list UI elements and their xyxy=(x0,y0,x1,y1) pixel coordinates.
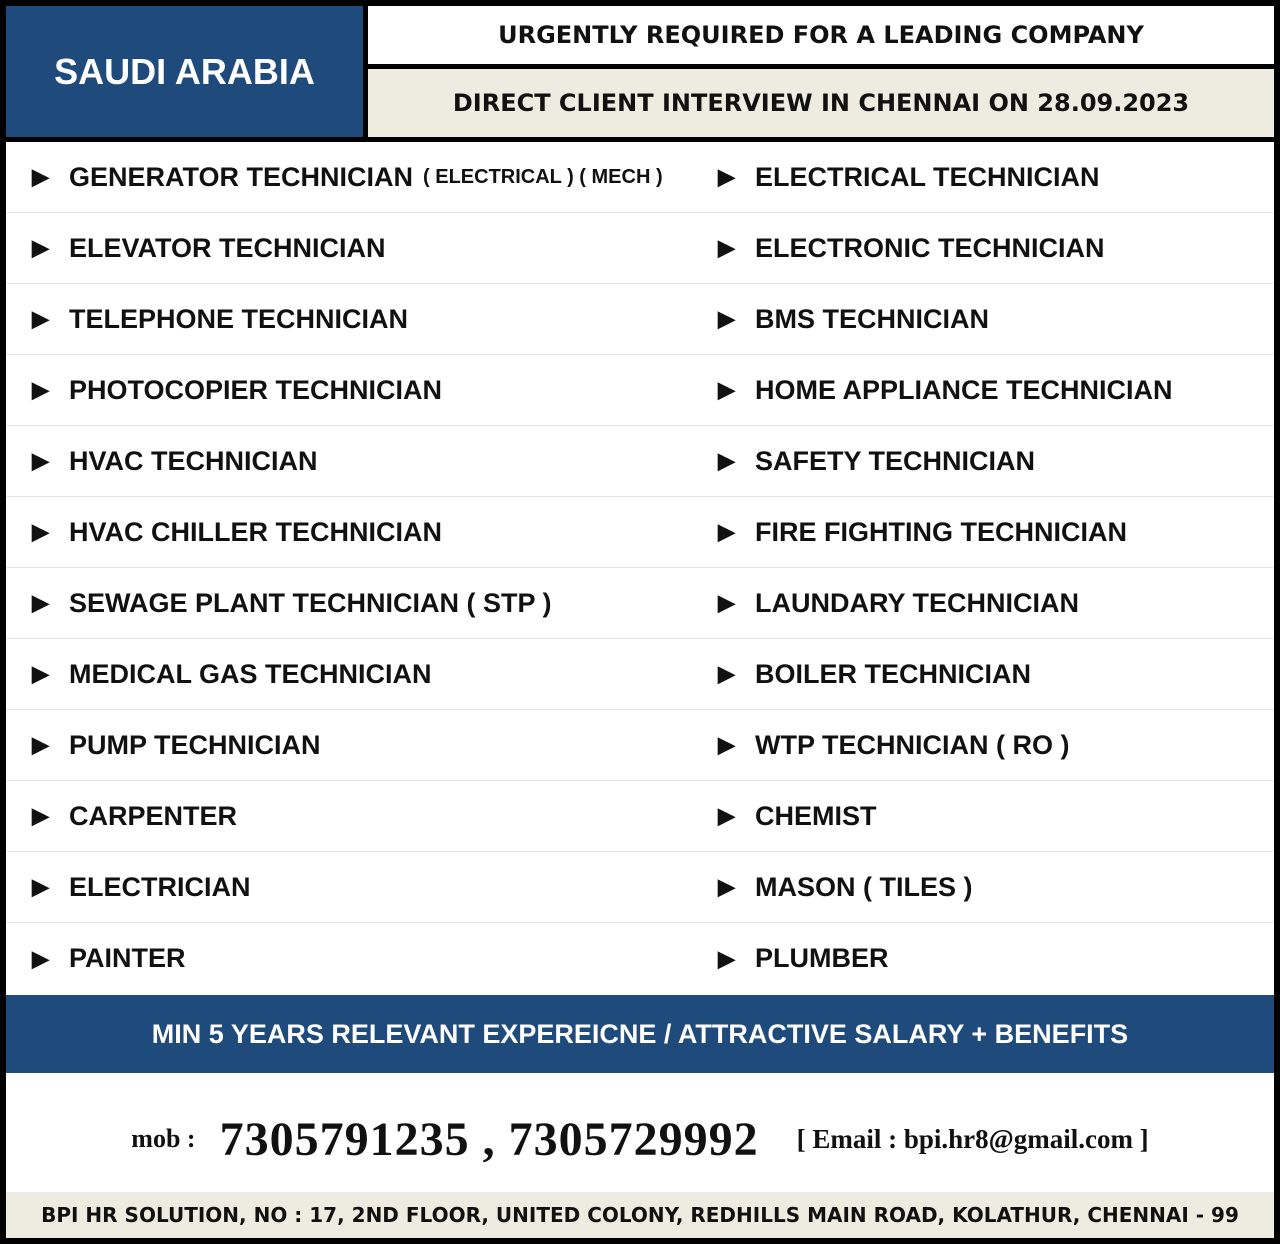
job-title: HOME APPLIANCE TECHNICIAN xyxy=(755,374,1173,405)
bullet-arrow-icon: ▶ xyxy=(32,590,49,615)
job-item-left-10 xyxy=(6,781,706,852)
email-address: [ Email : bpi.hr8@gmail.com ] xyxy=(796,1123,1149,1154)
job-title: ELEVATOR TECHNICIAN xyxy=(69,232,386,263)
bullet-arrow-icon: ▶ xyxy=(718,164,735,189)
job-item-right-2 xyxy=(706,213,1274,284)
job-item-right-8 xyxy=(706,639,1274,710)
job-title: SAFETY TECHNICIAN xyxy=(755,445,1036,476)
bullet-arrow-icon: ▶ xyxy=(718,590,735,615)
job-title: CHEMIST xyxy=(755,800,877,831)
job-title: TELEPHONE TECHNICIAN xyxy=(69,303,409,334)
country-title: SAUDI ARABIA xyxy=(6,6,363,137)
job-title: LAUNDARY TECHNICIAN xyxy=(755,587,1079,618)
job-item-right-5 xyxy=(706,426,1274,497)
job-item-right-6 xyxy=(706,497,1274,568)
bullet-arrow-icon: ▶ xyxy=(718,661,735,686)
job-item-right-12 xyxy=(706,923,1274,994)
requirements-banner: MIN 5 YEARS RELEVANT EXPEREICNE / ATTRACTIVE SALARY + BENEFITS xyxy=(6,995,1274,1073)
job-title: GENERATOR TECHNICIAN xyxy=(69,161,414,192)
bullet-arrow-icon: ▶ xyxy=(32,235,49,260)
job-item-right-7 xyxy=(706,568,1274,639)
job-title: PHOTOCOPIER TECHNICIAN xyxy=(69,374,443,405)
job-item-left-1 xyxy=(6,142,706,213)
bullet-arrow-icon: ▶ xyxy=(718,945,735,971)
job-title: FIRE FIGHTING TECHNICIAN xyxy=(755,516,1127,547)
bullet-arrow-icon: ▶ xyxy=(32,803,49,828)
bullet-arrow-icon: ▶ xyxy=(718,803,735,828)
bullet-arrow-icon: ▶ xyxy=(718,519,735,544)
job-item-right-10 xyxy=(706,781,1274,852)
job-item-left-12 xyxy=(6,923,706,994)
job-item-right-3 xyxy=(706,284,1274,355)
bullet-arrow-icon: ▶ xyxy=(718,235,735,260)
job-item-left-4 xyxy=(6,355,706,426)
job-item-right-9 xyxy=(706,710,1274,781)
job-item-left-5 xyxy=(6,426,706,497)
job-title: CARPENTER xyxy=(69,800,238,831)
job-title: WTP TECHNICIAN ( RO ) xyxy=(755,729,1070,760)
job-title: HVAC CHILLER TECHNICIAN xyxy=(69,516,442,547)
job-list xyxy=(6,142,1274,995)
job-title: PAINTER xyxy=(69,943,186,973)
job-title: PLUMBER xyxy=(755,943,889,973)
bullet-arrow-icon: ▶ xyxy=(718,306,735,331)
job-item-left-2 xyxy=(6,213,706,284)
job-title: MASON ( TILES ) xyxy=(755,871,973,902)
job-item-left-9 xyxy=(6,710,706,781)
urgent-heading: URGENTLY REQUIRED FOR A LEADING COMPANY xyxy=(368,6,1274,69)
bullet-arrow-icon: ▶ xyxy=(32,661,49,686)
job-item-left-7 xyxy=(6,568,706,639)
bullet-arrow-icon: ▶ xyxy=(718,377,735,402)
bullet-arrow-icon: ▶ xyxy=(32,945,49,971)
job-item-left-6 xyxy=(6,497,706,568)
job-title: MEDICAL GAS TECHNICIAN xyxy=(69,658,432,689)
job-item-right-4 xyxy=(706,355,1274,426)
bullet-arrow-icon: ▶ xyxy=(32,377,49,402)
company-address: BPI HR SOLUTION, NO : 17, 2ND FLOOR, UNITED COLONY, REDHILLS MAIN ROAD, KOLATHUR, CHENNAI - 99 xyxy=(6,1192,1274,1238)
job-item-left-11 xyxy=(6,852,706,923)
mobile-numbers: 7305791235 , 7305729992 xyxy=(219,1112,759,1166)
header-info xyxy=(363,6,1274,137)
bullet-arrow-icon: ▶ xyxy=(32,519,49,544)
bullet-arrow-icon: ▶ xyxy=(32,164,49,189)
job-title: BMS TECHNICIAN xyxy=(755,303,989,334)
job-title: PUMP TECHNICIAN xyxy=(69,729,321,760)
bullet-arrow-icon: ▶ xyxy=(718,874,735,899)
bullet-arrow-icon: ▶ xyxy=(32,732,49,757)
job-title: SEWAGE PLANT TECHNICIAN ( STP ) xyxy=(69,587,552,618)
bullet-arrow-icon: ▶ xyxy=(32,874,49,899)
job-item-right-1 xyxy=(706,142,1274,213)
job-title: ELECTRICAL TECHNICIAN xyxy=(755,161,1100,192)
interview-heading: DIRECT CLIENT INTERVIEW IN CHENNAI ON 28.09.2023 xyxy=(368,69,1274,137)
bullet-arrow-icon: ▶ xyxy=(718,732,735,757)
bullet-arrow-icon: ▶ xyxy=(32,306,49,331)
job-item-left-3 xyxy=(6,284,706,355)
bullet-arrow-icon: ▶ xyxy=(32,448,49,473)
contact-info xyxy=(6,1073,1274,1193)
job-title: ELECTRICIAN xyxy=(69,871,251,902)
job-note: ( ELECTRICAL ) ( MECH ) xyxy=(423,165,663,188)
bullet-arrow-icon: ▶ xyxy=(718,448,735,473)
mobile-label: mob : xyxy=(131,1124,196,1153)
job-title: BOILER TECHNICIAN xyxy=(755,658,1031,689)
job-item-right-11 xyxy=(706,852,1274,923)
job-title: HVAC TECHNICIAN xyxy=(69,445,318,476)
job-title: ELECTRONIC TECHNICIAN xyxy=(755,232,1105,263)
job-item-left-8 xyxy=(6,639,706,710)
